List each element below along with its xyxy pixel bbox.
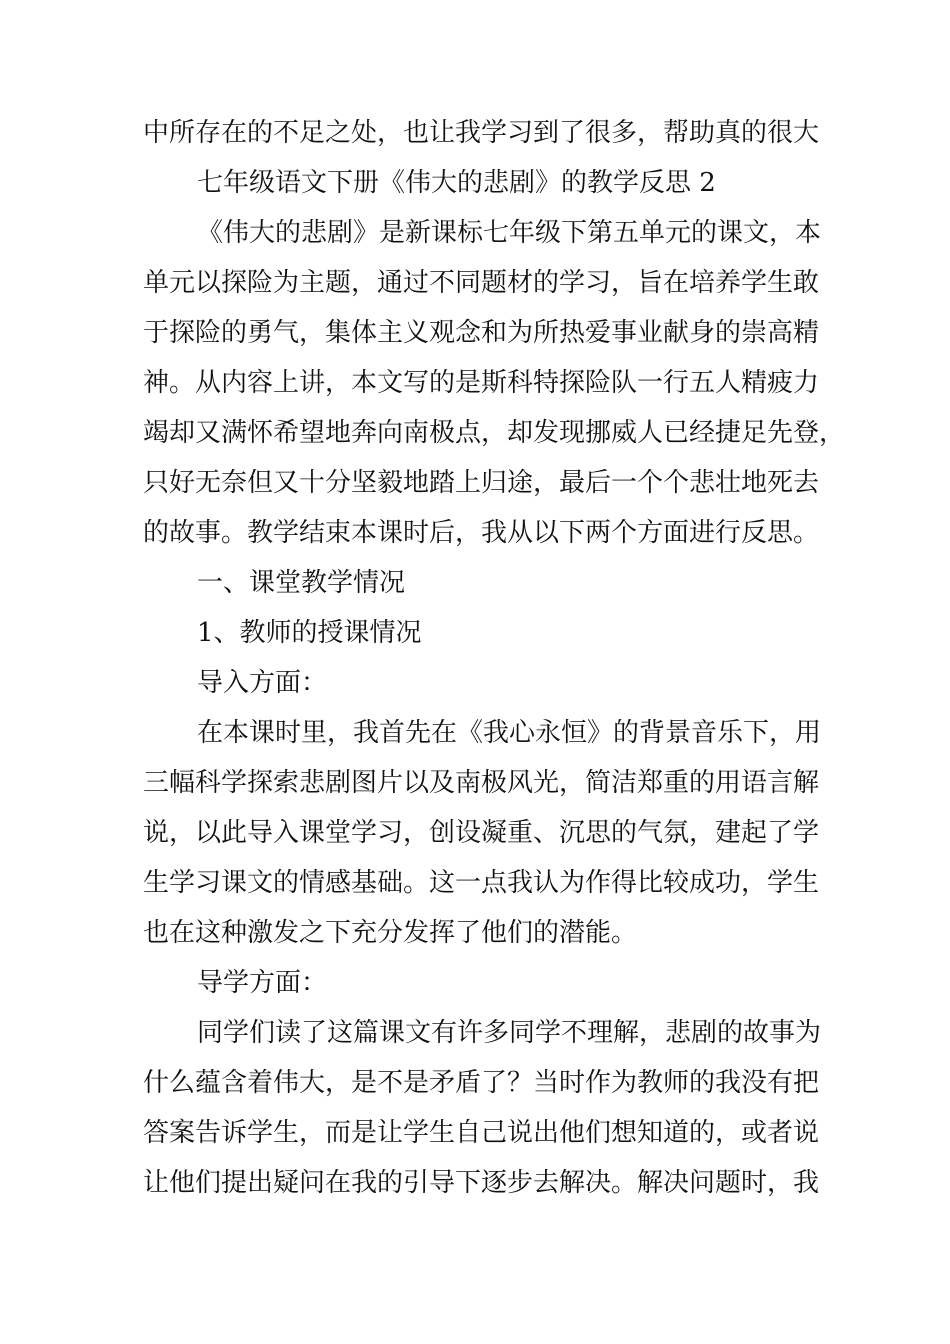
text-line: 说，以此导入课堂学习，创设凝重、沉思的气氛，建起了学 [143, 818, 820, 848]
heading-line: 一、课堂教学情况 [197, 568, 406, 598]
heading-line: 导入方面： [197, 668, 328, 698]
heading-line: 1、教师的授课情况 [197, 618, 422, 648]
text-line: 答案告诉学生，而是让学生自己说出他们想知道的，或者说 [143, 1118, 820, 1148]
text-line: 的故事。教学结束本课时后，我从以下两个方面进行反思。 [143, 518, 820, 548]
text-line: 什么蕴含着伟大，是不是矛盾了？当时作为教师的我没有把 [143, 1068, 820, 1098]
text-line: 于探险的勇气，集体主义观念和为所热爱事业献身的崇高精 [143, 318, 820, 348]
text-line: 让他们提出疑问在我的引导下逐步去解决。解决问题时，我 [143, 1168, 820, 1198]
heading-line: 导学方面： [197, 968, 328, 998]
text-line: 也在这种激发之下充分发挥了他们的潜能。 [143, 918, 638, 948]
text-line: 只好无奈但又十分坚毅地踏上归途，最后一个个悲壮地死去 [143, 468, 820, 498]
document-body [143, 108, 846, 1208]
text-line: 在本课时里，我首先在《我心永恒》的背景音乐下，用 [197, 718, 822, 748]
text-line: 同学们读了这篇课文有许多同学不理解，悲剧的故事为 [197, 1018, 822, 1048]
text-line: 三幅科学探索悲剧图片以及南极风光，简洁郑重的用语言解 [143, 768, 820, 798]
section-title: 七年级语文下册《伟大的悲剧》的教学反思 2 [197, 168, 716, 198]
text-line: 单元以探险为主题，通过不同题材的学习，旨在培养学生敢 [143, 268, 820, 298]
text-line: 竭却又满怀希望地奔向南极点，却发现挪威人已经捷足先登， [143, 418, 846, 448]
text-line: 中所存在的不足之处，也让我学习到了很多，帮助真的很大 [143, 118, 820, 148]
text-line: 神。从内容上讲，本文写的是斯科特探险队一行五人精疲力 [143, 368, 820, 398]
text-line: 生学习课文的情感基础。这一点我认为作得比较成功，学生 [143, 868, 820, 898]
text-line: 《伟大的悲剧》是新课标七年级下第五单元的课文，本 [197, 218, 822, 248]
